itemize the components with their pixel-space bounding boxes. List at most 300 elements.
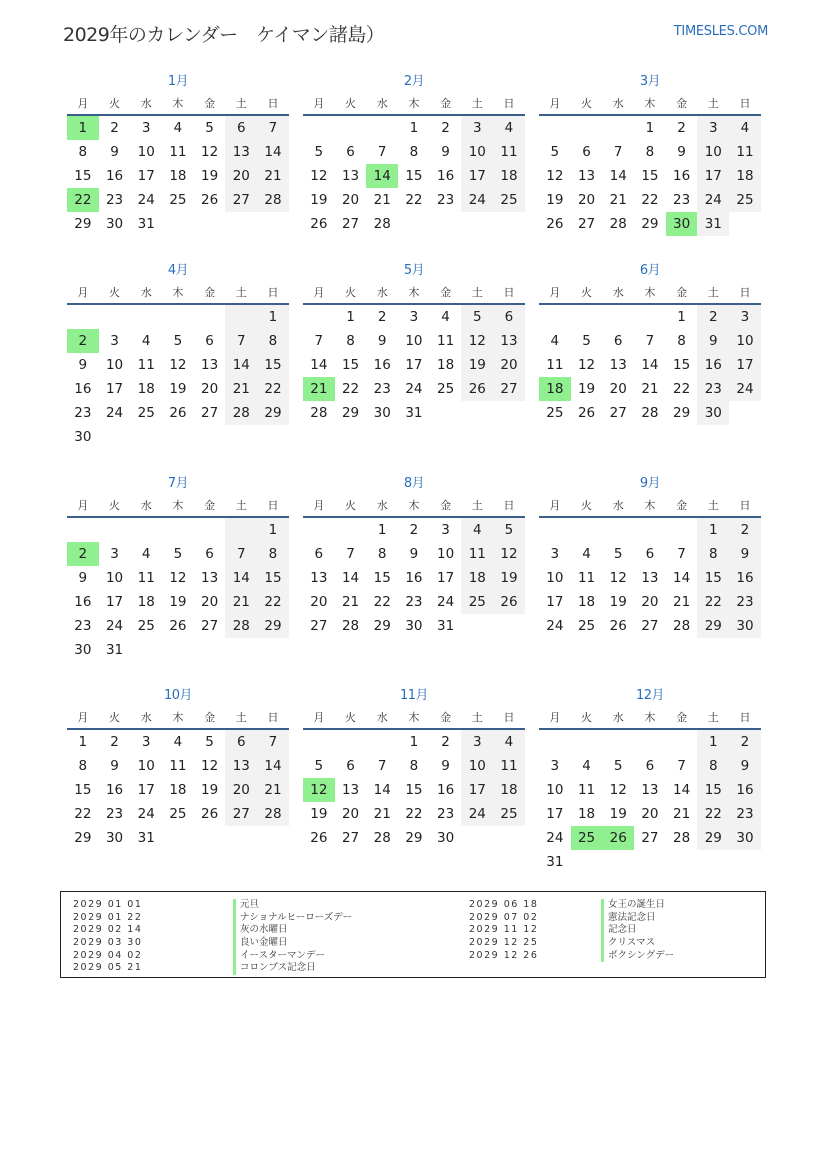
day-cell[interactable]: 5 [173, 333, 183, 349]
day-cell[interactable]: 18 [577, 806, 596, 822]
day-cell[interactable]: 21 [373, 192, 391, 208]
day-cell[interactable]: 10 [546, 570, 564, 586]
day-cell[interactable]: 24 [105, 618, 124, 634]
day-cell[interactable]: 23 [437, 192, 455, 208]
day-cell[interactable]: 7 [377, 144, 387, 160]
day-cell[interactable]: 1 [409, 734, 419, 750]
day-cell[interactable]: 27 [493, 377, 525, 401]
day-cell[interactable]: 8 [409, 144, 419, 160]
day-cell[interactable]: 20 [577, 192, 596, 208]
day-cell[interactable]: 18 [169, 782, 187, 798]
day-cell[interactable]: 25 [729, 188, 761, 212]
day-cell[interactable]: 9 [729, 542, 761, 566]
day-cell[interactable]: 8 [78, 758, 88, 774]
day-cell[interactable]: 1 [409, 120, 419, 136]
day-cell[interactable]: 9 [110, 758, 119, 774]
day-cell[interactable]: 4 [173, 120, 183, 136]
day-cell[interactable]: 23 [729, 590, 761, 614]
day-cell[interactable]: 16 [673, 168, 691, 184]
day-cell[interactable]: 26 [609, 618, 627, 634]
day-cell[interactable]: 21 [673, 806, 691, 822]
day-cell[interactable]: 8 [697, 754, 729, 778]
day-cell[interactable]: 20 [341, 806, 360, 822]
day-cell[interactable]: 2 [697, 305, 729, 329]
day-cell[interactable]: 28 [310, 405, 328, 421]
day-cell[interactable]: 17 [405, 357, 423, 373]
day-cell[interactable]: 21 [609, 192, 627, 208]
day-cell[interactable]: 21 [257, 778, 289, 802]
day-cell[interactable]: 19 [201, 782, 219, 798]
day-cell[interactable]: 24 [461, 802, 493, 826]
day-cell[interactable]: 30 [105, 216, 124, 232]
day-cell[interactable]: 24 [137, 192, 155, 208]
day-cell[interactable]: 22 [257, 377, 289, 401]
day-cell[interactable]: 4 [582, 758, 591, 774]
day-cell[interactable]: 14 [310, 357, 328, 373]
day-cell[interactable]: 19 [169, 594, 187, 610]
day-cell[interactable]: 5 [314, 758, 324, 774]
day-cell[interactable]: 20 [310, 594, 328, 610]
day-cell[interactable]: 5 [493, 518, 525, 542]
day-cell[interactable]: 13 [641, 782, 659, 798]
day-cell[interactable]: 1 [697, 730, 729, 754]
day-cell[interactable]: 9 [441, 758, 450, 774]
day-cell[interactable]: 12 [169, 357, 187, 373]
day-cell[interactable]: 13 [225, 140, 257, 164]
day-cell[interactable]: 17 [461, 164, 493, 188]
day-cell[interactable]: 24 [405, 381, 423, 397]
holiday-day[interactable]: 21 [303, 377, 335, 401]
day-cell[interactable]: 7 [346, 546, 355, 562]
day-cell[interactable]: 15 [341, 357, 360, 373]
day-cell[interactable]: 18 [577, 594, 596, 610]
day-cell[interactable]: 12 [609, 782, 627, 798]
day-cell[interactable]: 27 [341, 830, 360, 846]
day-cell[interactable]: 20 [225, 778, 257, 802]
day-cell[interactable]: 19 [609, 806, 627, 822]
day-cell[interactable]: 2 [441, 734, 450, 750]
day-cell[interactable]: 18 [169, 168, 187, 184]
day-cell[interactable]: 7 [377, 758, 387, 774]
day-cell[interactable]: 26 [201, 192, 219, 208]
day-cell[interactable]: 11 [461, 542, 493, 566]
day-cell[interactable]: 15 [641, 168, 659, 184]
day-cell[interactable]: 3 [550, 758, 560, 774]
day-cell[interactable]: 20 [201, 594, 219, 610]
day-cell[interactable]: 20 [641, 806, 659, 822]
day-cell[interactable]: 3 [141, 734, 151, 750]
day-cell[interactable]: 7 [645, 333, 655, 349]
day-cell[interactable]: 30 [74, 429, 92, 445]
day-cell[interactable]: 29 [673, 405, 691, 421]
day-cell[interactable]: 5 [461, 305, 493, 329]
day-cell[interactable]: 11 [169, 758, 187, 774]
day-cell[interactable]: 17 [461, 778, 493, 802]
day-cell[interactable]: 11 [493, 754, 525, 778]
day-cell[interactable]: 7 [677, 546, 686, 562]
day-cell[interactable]: 13 [201, 357, 219, 373]
day-cell[interactable]: 29 [697, 614, 729, 638]
day-cell[interactable]: 10 [461, 754, 493, 778]
day-cell[interactable]: 28 [257, 188, 289, 212]
day-cell[interactable]: 18 [137, 594, 155, 610]
day-cell[interactable]: 27 [341, 216, 360, 232]
day-cell[interactable]: 8 [409, 758, 419, 774]
day-cell[interactable]: 3 [697, 116, 729, 140]
day-cell[interactable]: 14 [641, 357, 659, 373]
day-cell[interactable]: 20 [225, 164, 257, 188]
day-cell[interactable]: 23 [673, 192, 691, 208]
day-cell[interactable]: 29 [257, 401, 289, 425]
day-cell[interactable]: 26 [169, 405, 187, 421]
day-cell[interactable]: 17 [137, 168, 155, 184]
day-cell[interactable]: 1 [78, 734, 88, 750]
day-cell[interactable]: 23 [697, 377, 729, 401]
day-cell[interactable]: 4 [441, 309, 450, 325]
day-cell[interactable]: 27 [577, 216, 596, 232]
day-cell[interactable]: 1 [257, 305, 289, 329]
day-cell[interactable]: 14 [373, 782, 391, 798]
day-cell[interactable]: 29 [341, 405, 360, 421]
day-cell[interactable]: 15 [673, 357, 691, 373]
day-cell[interactable]: 25 [493, 802, 525, 826]
day-cell[interactable]: 30 [729, 826, 761, 850]
day-cell[interactable]: 3 [110, 546, 119, 562]
day-cell[interactable]: 6 [225, 116, 257, 140]
day-cell[interactable]: 13 [577, 168, 596, 184]
day-cell[interactable]: 11 [577, 782, 596, 798]
day-cell[interactable]: 10 [437, 546, 455, 562]
day-cell[interactable]: 24 [729, 377, 761, 401]
day-cell[interactable]: 15 [697, 778, 729, 802]
day-cell[interactable]: 17 [729, 353, 761, 377]
day-cell[interactable]: 13 [609, 357, 627, 373]
day-cell[interactable]: 3 [141, 120, 151, 136]
day-cell[interactable]: 26 [310, 830, 328, 846]
day-cell[interactable]: 8 [78, 144, 88, 160]
day-cell[interactable]: 5 [173, 546, 183, 562]
day-cell[interactable]: 3 [550, 546, 560, 562]
day-cell[interactable]: 23 [405, 594, 423, 610]
day-cell[interactable]: 11 [546, 357, 564, 373]
day-cell[interactable]: 28 [341, 618, 360, 634]
day-cell[interactable]: 3 [110, 333, 119, 349]
day-cell[interactable]: 28 [641, 405, 659, 421]
day-cell[interactable]: 23 [437, 806, 455, 822]
day-cell[interactable]: 24 [546, 618, 564, 634]
day-cell[interactable]: 16 [74, 594, 92, 610]
day-cell[interactable]: 9 [409, 546, 419, 562]
day-cell[interactable]: 29 [373, 618, 391, 634]
day-cell[interactable]: 29 [257, 614, 289, 638]
day-cell[interactable]: 7 [225, 542, 257, 566]
day-cell[interactable]: 14 [257, 140, 289, 164]
day-cell[interactable]: 30 [729, 614, 761, 638]
holiday-day[interactable]: 14 [366, 164, 398, 188]
day-cell[interactable]: 22 [697, 590, 729, 614]
day-cell[interactable]: 16 [729, 778, 761, 802]
day-cell[interactable]: 29 [697, 826, 729, 850]
day-cell[interactable]: 21 [225, 377, 257, 401]
day-cell[interactable]: 26 [169, 618, 187, 634]
day-cell[interactable]: 18 [493, 778, 525, 802]
day-cell[interactable]: 16 [74, 381, 92, 397]
day-cell[interactable]: 21 [257, 164, 289, 188]
holiday-day[interactable]: 18 [539, 377, 571, 401]
day-cell[interactable]: 11 [437, 333, 455, 349]
day-cell[interactable]: 23 [105, 806, 124, 822]
day-cell[interactable]: 27 [310, 618, 328, 634]
day-cell[interactable]: 15 [257, 566, 289, 590]
day-cell[interactable]: 13 [225, 754, 257, 778]
day-cell[interactable]: 28 [225, 401, 257, 425]
day-cell[interactable]: 26 [577, 405, 596, 421]
day-cell[interactable]: 8 [377, 546, 387, 562]
day-cell[interactable]: 20 [201, 381, 219, 397]
day-cell[interactable]: 31 [137, 830, 155, 846]
day-cell[interactable]: 21 [225, 590, 257, 614]
holiday-day[interactable]: 1 [67, 116, 99, 140]
day-cell[interactable]: 11 [729, 140, 761, 164]
day-cell[interactable]: 12 [461, 329, 493, 353]
day-cell[interactable]: 11 [577, 570, 596, 586]
day-cell[interactable]: 7 [314, 333, 324, 349]
day-cell[interactable]: 31 [546, 854, 564, 870]
day-cell[interactable]: 5 [205, 120, 214, 136]
holiday-day[interactable]: 12 [303, 778, 335, 802]
day-cell[interactable]: 8 [677, 333, 686, 349]
day-cell[interactable]: 7 [257, 116, 289, 140]
day-cell[interactable]: 30 [74, 642, 92, 658]
day-cell[interactable]: 16 [729, 566, 761, 590]
day-cell[interactable]: 17 [105, 381, 124, 397]
day-cell[interactable]: 4 [141, 333, 151, 349]
day-cell[interactable]: 19 [310, 192, 328, 208]
day-cell[interactable]: 8 [257, 329, 289, 353]
day-cell[interactable]: 11 [137, 357, 155, 373]
day-cell[interactable]: 18 [729, 164, 761, 188]
day-cell[interactable]: 28 [373, 830, 391, 846]
day-cell[interactable]: 1 [697, 518, 729, 542]
day-cell[interactable]: 1 [645, 120, 655, 136]
day-cell[interactable]: 9 [377, 333, 387, 349]
day-cell[interactable]: 25 [137, 618, 155, 634]
day-cell[interactable]: 9 [697, 329, 729, 353]
day-cell[interactable]: 1 [346, 309, 355, 325]
day-cell[interactable]: 8 [346, 333, 355, 349]
day-cell[interactable]: 28 [373, 216, 391, 232]
day-cell[interactable]: 29 [641, 216, 659, 232]
day-cell[interactable]: 4 [729, 116, 761, 140]
day-cell[interactable]: 13 [641, 570, 659, 586]
day-cell[interactable]: 20 [493, 353, 525, 377]
day-cell[interactable]: 17 [437, 570, 455, 586]
day-cell[interactable]: 23 [729, 802, 761, 826]
day-cell[interactable]: 30 [437, 830, 455, 846]
day-cell[interactable]: 16 [437, 782, 455, 798]
day-cell[interactable]: 11 [169, 144, 187, 160]
day-cell[interactable]: 18 [493, 164, 525, 188]
holiday-day[interactable]: 25 [571, 826, 603, 850]
day-cell[interactable]: 17 [105, 594, 124, 610]
day-cell[interactable]: 30 [697, 401, 729, 425]
day-cell[interactable]: 13 [341, 782, 360, 798]
day-cell[interactable]: 3 [441, 522, 450, 538]
day-cell[interactable]: 23 [105, 192, 124, 208]
day-cell[interactable]: 17 [546, 594, 564, 610]
day-cell[interactable]: 21 [641, 381, 659, 397]
day-cell[interactable]: 31 [105, 642, 124, 658]
day-cell[interactable]: 24 [105, 405, 124, 421]
day-cell[interactable]: 6 [582, 144, 591, 160]
day-cell[interactable]: 27 [201, 618, 219, 634]
day-cell[interactable]: 5 [613, 546, 623, 562]
day-cell[interactable]: 17 [697, 164, 729, 188]
day-cell[interactable]: 2 [110, 734, 119, 750]
day-cell[interactable]: 16 [373, 357, 391, 373]
day-cell[interactable]: 25 [493, 188, 525, 212]
day-cell[interactable]: 23 [74, 405, 92, 421]
day-cell[interactable]: 29 [74, 216, 92, 232]
day-cell[interactable]: 13 [341, 168, 360, 184]
day-cell[interactable]: 27 [641, 830, 659, 846]
day-cell[interactable]: 3 [461, 730, 493, 754]
day-cell[interactable]: 16 [405, 570, 423, 586]
day-cell[interactable]: 22 [74, 806, 92, 822]
day-cell[interactable]: 2 [377, 309, 387, 325]
day-cell[interactable]: 7 [613, 144, 623, 160]
day-cell[interactable]: 31 [137, 216, 155, 232]
day-cell[interactable]: 10 [105, 357, 124, 373]
day-cell[interactable]: 24 [461, 188, 493, 212]
day-cell[interactable]: 6 [314, 546, 324, 562]
day-cell[interactable]: 31 [697, 212, 729, 236]
day-cell[interactable]: 19 [577, 381, 596, 397]
day-cell[interactable]: 25 [169, 192, 187, 208]
day-cell[interactable]: 1 [257, 518, 289, 542]
day-cell[interactable]: 27 [609, 405, 627, 421]
day-cell[interactable]: 7 [677, 758, 686, 774]
day-cell[interactable]: 17 [137, 782, 155, 798]
day-cell[interactable]: 11 [137, 570, 155, 586]
day-cell[interactable]: 22 [373, 594, 391, 610]
day-cell[interactable]: 4 [493, 116, 525, 140]
day-cell[interactable]: 26 [546, 216, 564, 232]
day-cell[interactable]: 28 [673, 618, 691, 634]
day-cell[interactable]: 6 [205, 546, 214, 562]
day-cell[interactable]: 4 [461, 518, 493, 542]
day-cell[interactable]: 31 [405, 405, 423, 421]
day-cell[interactable]: 28 [225, 614, 257, 638]
site-logo[interactable]: TIMESLES.COM [673, 24, 768, 39]
day-cell[interactable]: 5 [613, 758, 623, 774]
day-cell[interactable]: 26 [493, 590, 525, 614]
day-cell[interactable]: 31 [437, 618, 455, 634]
day-cell[interactable]: 6 [645, 546, 655, 562]
holiday-day[interactable]: 30 [666, 212, 698, 236]
day-cell[interactable]: 12 [546, 168, 564, 184]
day-cell[interactable]: 8 [645, 144, 655, 160]
day-cell[interactable]: 27 [225, 802, 257, 826]
day-cell[interactable]: 13 [310, 570, 328, 586]
day-cell[interactable]: 30 [105, 830, 124, 846]
day-cell[interactable]: 12 [493, 542, 525, 566]
day-cell[interactable]: 10 [729, 329, 761, 353]
day-cell[interactable]: 23 [373, 381, 391, 397]
day-cell[interactable]: 4 [493, 730, 525, 754]
day-cell[interactable]: 19 [493, 566, 525, 590]
day-cell[interactable]: 15 [74, 168, 92, 184]
day-cell[interactable]: 12 [609, 570, 627, 586]
day-cell[interactable]: 19 [201, 168, 219, 184]
day-cell[interactable]: 2 [729, 730, 761, 754]
day-cell[interactable]: 15 [697, 566, 729, 590]
day-cell[interactable]: 15 [405, 782, 423, 798]
day-cell[interactable]: 17 [546, 806, 564, 822]
day-cell[interactable]: 6 [493, 305, 525, 329]
holiday-day[interactable]: 2 [67, 329, 99, 353]
day-cell[interactable]: 19 [546, 192, 564, 208]
day-cell[interactable]: 22 [341, 381, 360, 397]
day-cell[interactable]: 9 [729, 754, 761, 778]
day-cell[interactable]: 14 [609, 168, 627, 184]
day-cell[interactable]: 4 [141, 546, 151, 562]
day-cell[interactable]: 18 [461, 566, 493, 590]
day-cell[interactable]: 3 [729, 305, 761, 329]
day-cell[interactable]: 26 [461, 377, 493, 401]
day-cell[interactable]: 10 [137, 758, 155, 774]
day-cell[interactable]: 5 [314, 144, 324, 160]
day-cell[interactable]: 9 [677, 144, 686, 160]
day-cell[interactable]: 18 [137, 381, 155, 397]
day-cell[interactable]: 27 [225, 188, 257, 212]
day-cell[interactable]: 28 [257, 802, 289, 826]
day-cell[interactable]: 7 [225, 329, 257, 353]
day-cell[interactable]: 21 [373, 806, 391, 822]
day-cell[interactable]: 9 [78, 357, 88, 373]
day-cell[interactable]: 12 [201, 144, 219, 160]
day-cell[interactable]: 22 [673, 381, 691, 397]
day-cell[interactable]: 25 [137, 405, 155, 421]
day-cell[interactable]: 10 [137, 144, 155, 160]
day-cell[interactable]: 2 [409, 522, 419, 538]
day-cell[interactable]: 2 [441, 120, 450, 136]
day-cell[interactable]: 9 [441, 144, 450, 160]
day-cell[interactable]: 6 [205, 333, 214, 349]
day-cell[interactable]: 5 [550, 144, 560, 160]
day-cell[interactable]: 2 [677, 120, 686, 136]
day-cell[interactable]: 15 [405, 168, 423, 184]
day-cell[interactable]: 23 [74, 618, 92, 634]
day-cell[interactable]: 13 [493, 329, 525, 353]
day-cell[interactable]: 30 [373, 405, 391, 421]
day-cell[interactable]: 6 [645, 758, 655, 774]
day-cell[interactable]: 26 [201, 806, 219, 822]
day-cell[interactable]: 12 [201, 758, 219, 774]
day-cell[interactable]: 24 [437, 594, 455, 610]
day-cell[interactable]: 14 [673, 782, 691, 798]
day-cell[interactable]: 18 [437, 357, 455, 373]
day-cell[interactable]: 6 [346, 144, 355, 160]
day-cell[interactable]: 14 [225, 353, 257, 377]
day-cell[interactable]: 12 [577, 357, 596, 373]
day-cell[interactable]: 28 [673, 830, 691, 846]
day-cell[interactable]: 16 [437, 168, 455, 184]
day-cell[interactable]: 16 [105, 782, 124, 798]
day-cell[interactable]: 27 [201, 405, 219, 421]
day-cell[interactable]: 10 [105, 570, 124, 586]
day-cell[interactable]: 14 [673, 570, 691, 586]
